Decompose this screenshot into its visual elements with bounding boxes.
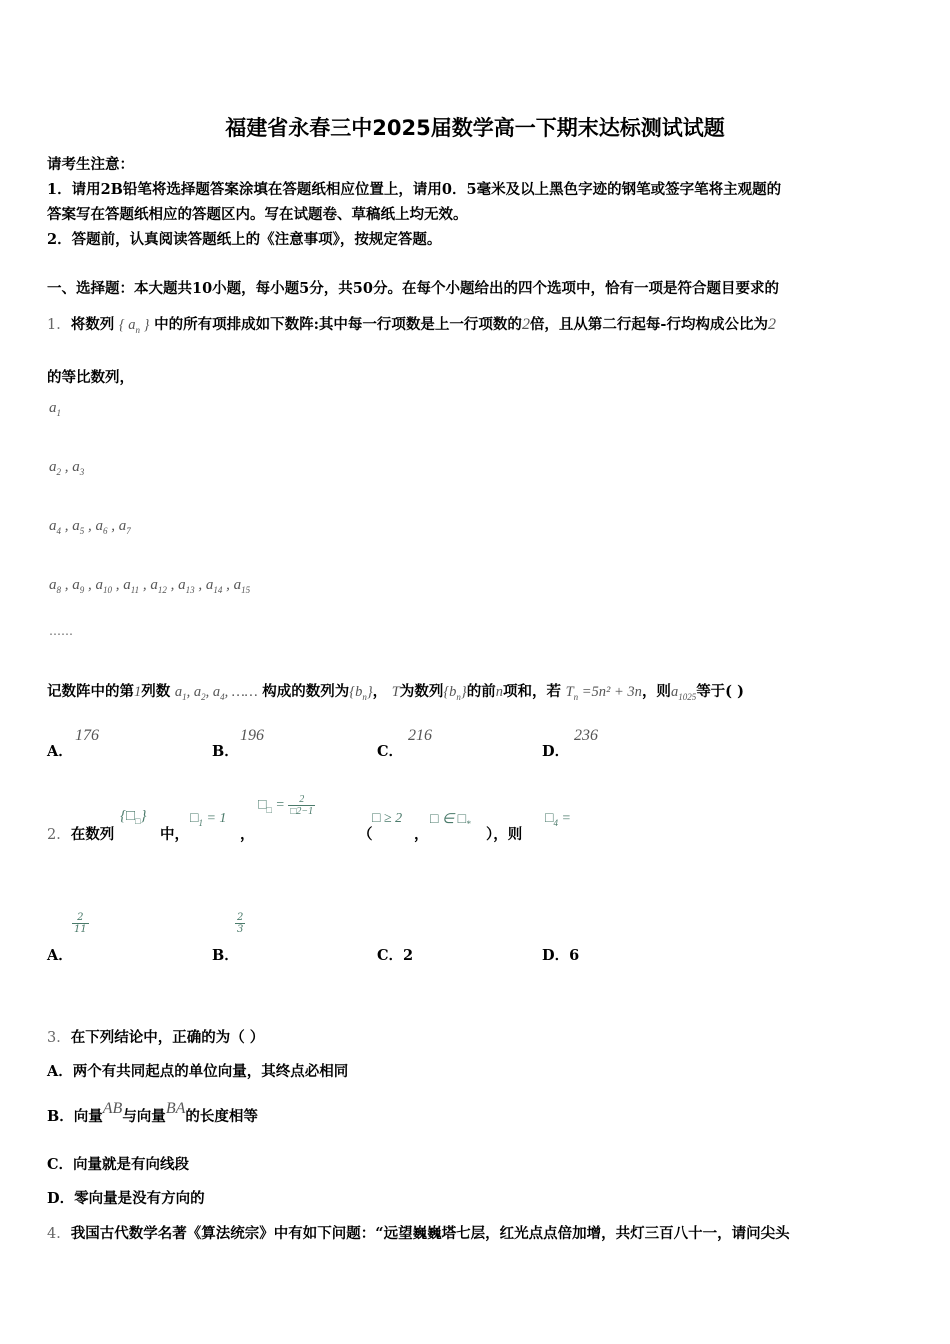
question-1-line-1: 1．将数列 { $a_n$ } 中的所有项排成如下数阵:其中每一行项数是上一行项数的2倍，且从第二行起每-行均构成公比为2 [47, 316, 776, 335]
q1-option-c-value: 216 [408, 727, 432, 744]
q3-option-a: A．两个有共同起点的单位向量，其终点必相同 [47, 1063, 349, 1080]
q2-comma-1: ， [240, 826, 255, 843]
q1-option-b: B． [212, 743, 239, 760]
q2-a1: $□_1 = 1$ [190, 811, 227, 828]
question-3-stem: 3．在下列结论中，正确的为（ ） [47, 1029, 265, 1046]
question-1-number: 1． [47, 317, 71, 333]
q1-option-c: C． [377, 743, 404, 760]
matrix-ellipsis: …… [49, 624, 73, 638]
q2-option-c: C．2 [377, 947, 414, 964]
q2-text-zhong: 中， [160, 826, 189, 843]
q1-option-d: D． [542, 743, 570, 760]
q3-option-c: C．向量就是有向线段 [47, 1156, 190, 1173]
q2-a4: $□_4$ = [545, 811, 571, 828]
notice-line-1a: 1．请用2B铅笔将选择题答案涂填在答题纸相应位置上，请用0．5毫米及以上黑色字迹的钢笔或签字笔将主观题的 [47, 181, 782, 198]
question-2-line-1: 2．在数列 [47, 826, 115, 843]
q2-then: ），则 [486, 826, 523, 843]
q2-option-b-fraction: $\frac{2}{3}$ [237, 912, 244, 935]
question-4-stem: 4．我国古代数学名著《算法统宗》中有如下问题：“远望巍巍塔七层，红光点点倍加增，共灯三百八十一，请问尖头 [47, 1225, 790, 1242]
notice-heading: 请考生注意： [47, 156, 134, 173]
q2-recurrence: $□_□$ = $\frac{2}{□2-1}$ [258, 794, 314, 817]
vector-ba: BA [165, 1100, 186, 1117]
notice-line-1b: 答案写在答题纸相应的答题区内。写在试题卷、草稿纸上均无效。 [47, 206, 468, 223]
page-title: 福建省永春三中2025届数学高一下期末达标测试试题 [225, 116, 725, 140]
tn-formula: $T_n =5n^2 + 3n$ [565, 684, 642, 702]
q2-option-a-fraction: $\frac{2}{11}$ [74, 912, 87, 935]
q2-cond-1: □ ≥ 2 [372, 811, 403, 826]
vector-ab: AB [102, 1100, 123, 1117]
section-1-heading: 一、选择题：本大题共10小题，每小题5分，共50分。在每个小题给出的四个选项中，恰有一项是符合题目要求的 [47, 280, 779, 297]
matrix-row-1: $a_1$ [49, 400, 61, 418]
question-2-number: 2． [47, 827, 71, 843]
matrix-row-4: $a_8$ , $a_9$ , $a_{10}$ , $a_{11}$ , $a_{12}$ , $a_{13}$ , $a_{14}$ , $a_{15}$ [49, 577, 251, 595]
q2-option-a: A． [47, 947, 73, 964]
q2-option-d: D．6 [542, 947, 580, 964]
q2-comma-2: ， [414, 826, 429, 843]
q1-option-a-value: 176 [75, 727, 99, 744]
q3-option-b: B．向量AB与向量BA的长度相等 [47, 1100, 258, 1125]
q2-paren-open: （ [358, 826, 373, 843]
question-1-line-2: 的等比数列， [47, 369, 134, 386]
question-1-line-3: 记数阵中的第1列数 $a_1$, $a_2$, $a_4$, …… 构成的数列为$\{b_n\}$， T为数列$\{b_n\}$的前n项和，若 $T_n =5n^2 + 3n$，则$a_{1025}$等于( ) [47, 683, 744, 702]
q2-sequence: $\{□_□\}$ [120, 808, 147, 826]
matrix-row-2: $a_2$ , $a_3$ [49, 459, 85, 477]
notice-line-2: 2．答题前，认真阅读答题纸上的《注意事项》，按规定答题。 [47, 231, 442, 248]
q1-option-a: A． [47, 743, 73, 760]
q3-option-d: D．零向量是没有方向的 [47, 1190, 205, 1207]
q1-option-b-value: 196 [240, 727, 264, 744]
matrix-row-3: $a_4$ , $a_5$ , $a_6$ , $a_7$ [49, 518, 131, 536]
q1-option-d-value: 236 [574, 727, 598, 744]
q2-cond-2: □ ∈ $□_*$ [430, 812, 471, 829]
q2-option-b: B． [212, 947, 239, 964]
sequence-an: { $a_n$ } [118, 317, 150, 335]
